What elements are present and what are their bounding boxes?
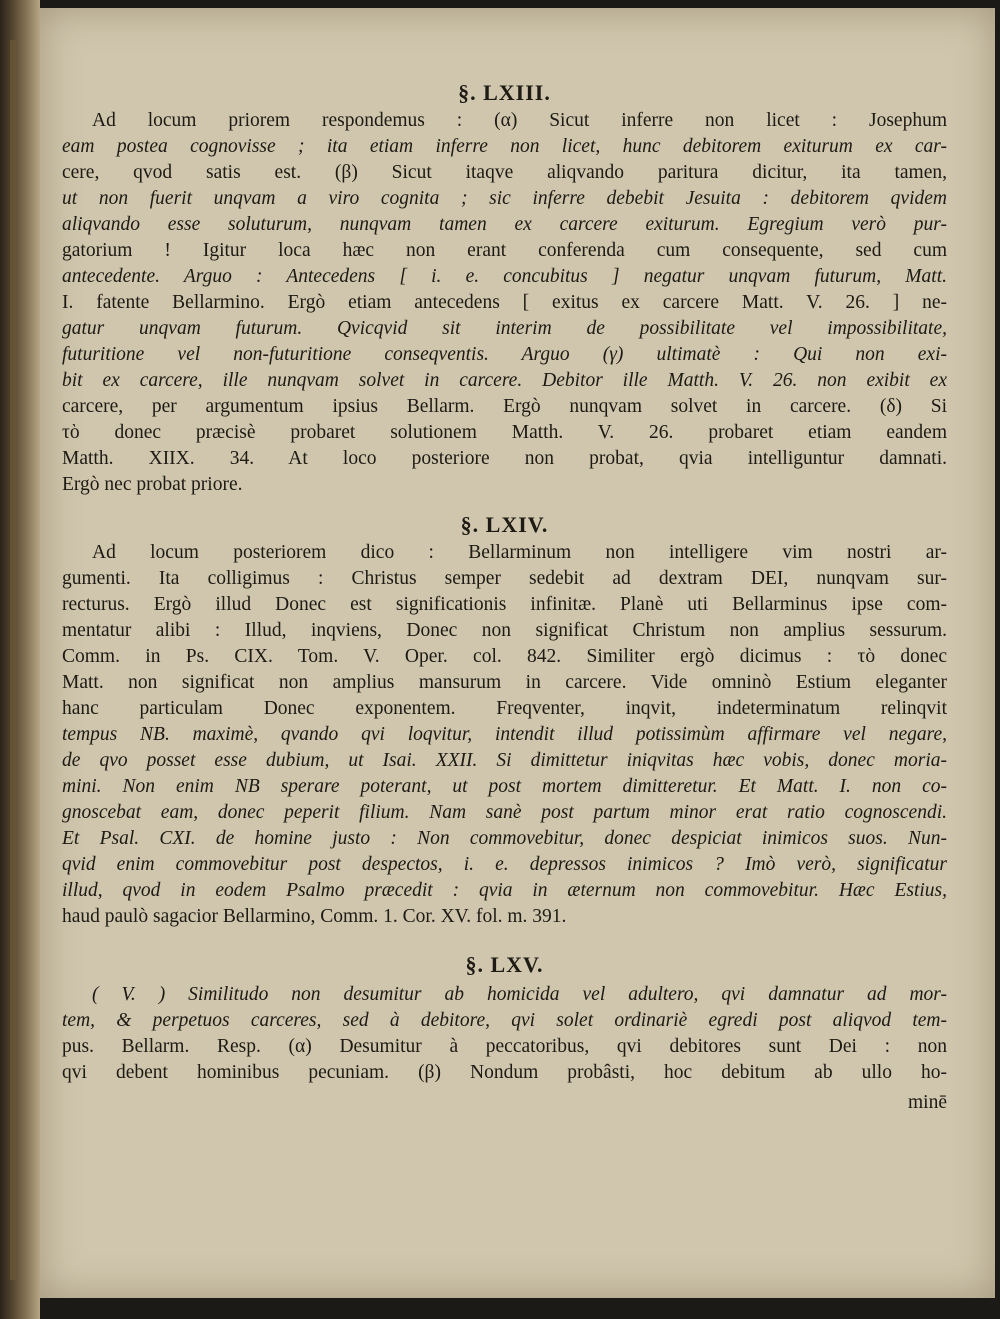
section-heading: §. LXV. [465, 952, 544, 977]
text-line: pus. Bellarm. Resp. (α) Desumitur à peccatoribus, qvi debitores sunt Dei : non [62, 1036, 947, 1057]
text-line: ut non fuerit unqvam a viro cognita ; sic inferre debebit Jesuita : debitorem qvidem [62, 188, 947, 209]
text-line: de qvo posset esse dubium, ut Isai. XXII. Si dimittetur iniqvitas hæc vobis, donec moria- [62, 750, 947, 771]
text-line: gatur unqvam futurum. Qvicqvid sit interim de possibilitate vel impossibilitate, [62, 318, 947, 339]
text-line: hanc particulam Donec exponentem. Freqventer, inqvit, indeterminatum relinqvit [62, 698, 947, 719]
text-line: bit ex carcere, ille nunqvam solvet in carcere. Debitor ille Matth. V. 26. non exibit ex [62, 370, 947, 391]
book-spine [0, 0, 40, 1319]
section-heading: §. LXIV. [460, 512, 549, 537]
text-line: carcere, per argumentum ipsius Bellarm. Ergò nunqvam solvet in carcere. (δ) Si [62, 396, 947, 417]
text-line: aliqvando esse soluturum, nunqvam tamen ex carcere exiturum. Egregium verò pur- [62, 214, 947, 235]
text-line: recturus. Ergò illud Donec est significationis infinitæ. Planè uti Bellarminus ipse com- [62, 594, 947, 615]
text-line: Ad locum posteriorem dico : Bellarminum non intelligere vim nostri ar- [92, 542, 947, 563]
text-line: illud, qvod in eodem Psalmo præcedit : qvia in æternum non commovebitur. Hæc Estius, [62, 880, 947, 901]
text-line: τὸ donec præcisè probaret solutionem Matth. V. 26. probaret etiam eandem [62, 422, 947, 443]
text-line: antecedente. Arguo : Antecedens [ i. e. concubitus ] negatur unqvam futurum, Matt. [62, 266, 947, 287]
text-line: Ergò nec probat priore. [62, 474, 243, 495]
text-line: haud paulò sagacior Bellarmino, Comm. 1. Cor. XV. fol. m. 391. [62, 906, 567, 927]
catchword: minē [908, 1092, 947, 1113]
text-line: Ad locum priorem respondemus : (α) Sicut inferre non licet : Josephum [92, 110, 947, 131]
text-line: mini. Non enim NB sperare poterant, ut post mortem dimitteretur. Et Matt. I. non co- [62, 776, 947, 797]
text-line: Et Psal. CXI. de homine justo : Non commovebitur, donec despiciat inimicos suos. Nun- [62, 828, 947, 849]
text-line: futuritione vel non-futuritione conseqventis. Arguo (γ) ultimatè : Qui non exi- [62, 344, 947, 365]
text-line: gatorium ! Igitur loca hæc non erant conferenda cum consequente, sed cum [62, 240, 947, 261]
text-line: gumenti. Ita colligimus : Christus semper sedebit ad dextram DEI, nunqvam sur- [62, 568, 947, 589]
text-line: mentatur alibi : Illud, inqviens, Donec non significat Christum non amplius sessurum. [62, 620, 947, 641]
text-line: cere, qvod satis est. (β) Sicut itaqve aliqvando paritura dicitur, ita tamen, [62, 162, 947, 183]
text-line: ( V. ) Similitudo non desumitur ab homicida vel adultero, qvi damnatur ad mor- [92, 984, 947, 1005]
text-line: qvid enim commovebitur post despectos, i. e. depressos inimicos ? Imò verò, significatur [62, 854, 947, 875]
text-line: I. fatente Bellarmino. Ergò etiam antecedens [ exitus ex carcere Matt. V. 26. ] ne- [62, 292, 947, 313]
text-line: tem, & perpetuos carceres, sed à debitore, qvi solet ordinariè egredi post aliqvod tem- [62, 1010, 947, 1031]
text-line: Matt. non significat non amplius mansurum in carcere. Vide omninò Estium eleganter [62, 672, 947, 693]
text-line: Matth. XIIX. 34. At loco posteriore non probat, qvia intelliguntur damnati. [62, 448, 947, 469]
text-line: qvi debent hominibus pecuniam. (β) Nondum probâsti, hoc debitum ab ullo ho- [62, 1062, 947, 1083]
text-line: Comm. in Ps. CIX. Tom. V. Oper. col. 842. Similiter ergò dicimus : τὸ donec [62, 646, 947, 667]
text-line: eam postea cognovisse ; ita etiam inferre non licet, hunc debitorem exiturum ex car- [62, 136, 947, 157]
section-heading: §. LXIII. [458, 80, 551, 105]
text-line: gnoscebat eam, donec peperit filium. Nam sanè post partum minor erat ratio cognoscendi. [62, 802, 947, 823]
text-line: tempus NB. maximè, qvando qvi loqvitur, intendit illud potissimùm affirmare vel negare, [62, 724, 947, 745]
